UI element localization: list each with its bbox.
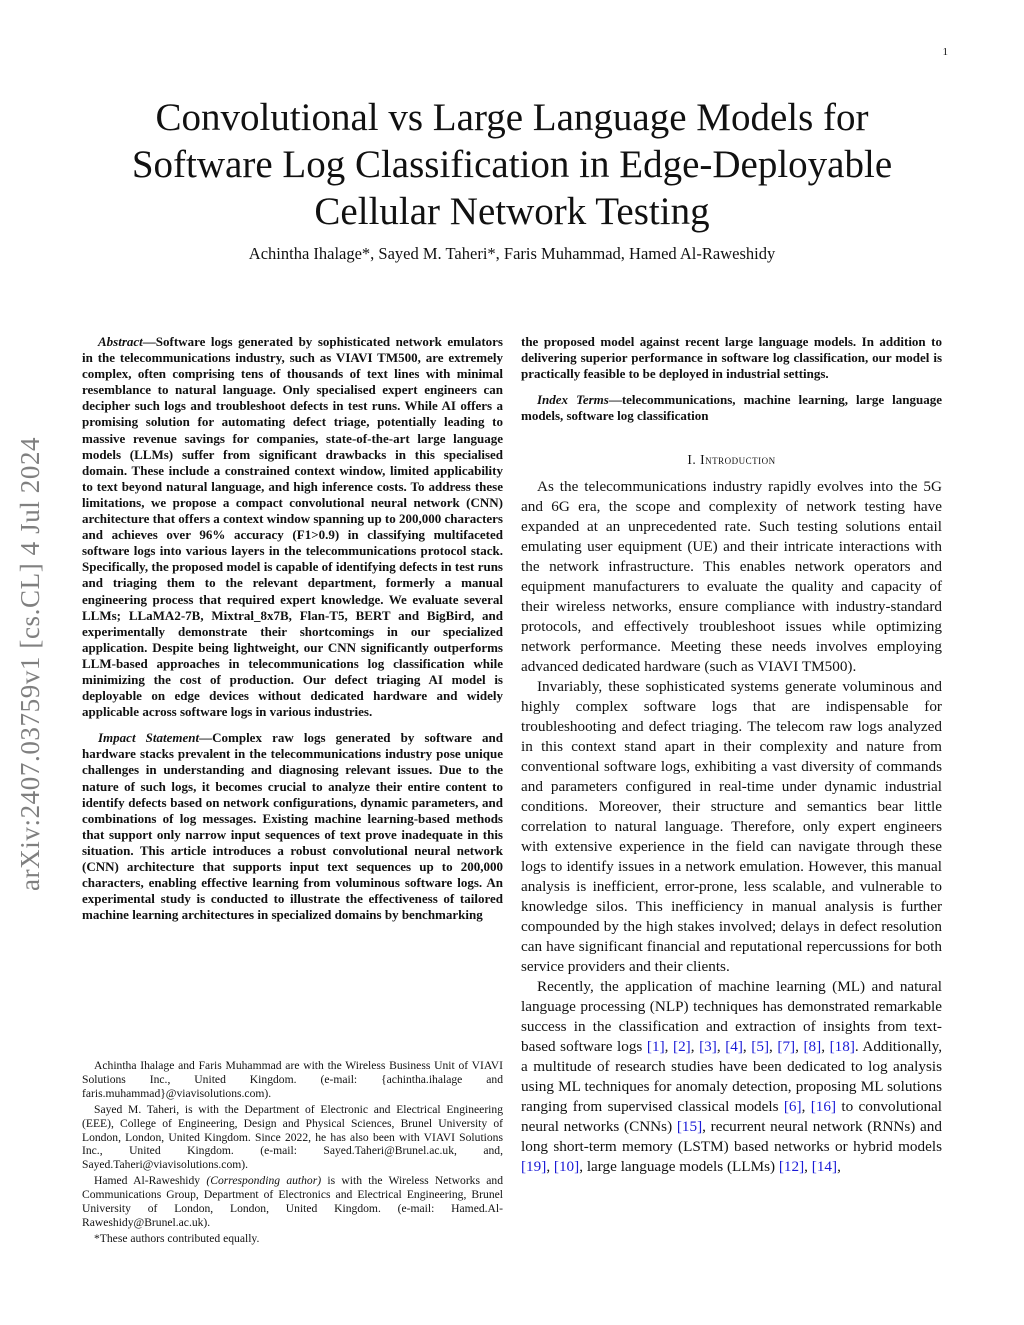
citation-link[interactable]: [2] [673,1037,691,1055]
impact-statement [82,730,503,923]
abstract-text: —Software logs generated by sophisticated network emulators in the telecommunications industry, such as VIAVI TM500, are extremely complex, often comprising tens of thousands of text lines with minimal resemblance to natural language. Only specialised expert engineers can decipher such logs and troubleshoot defects in test runs. While AI offers a promising solution for automating defect triage, potentially leading to massive revenue savings for companies, state-of-the-art large language models (LLMs) suffer from significant drawbacks in this specialised domain. These include a constrained context window, limited applicability to text beyond natural language, and high inference costs. To address these limitations, we propose a compact convolutional neural network (CNN) architecture that offers a context window spanning up to 200,000 characters and achieves over 96% accuracy (F1>0.9) in classifying multifaceted software logs into various layers in the telecommunications protocol stack. Specifically, the proposed model is capable of identifying defects in test runs and triaging them to the relevant department, formerly a manual engineering process that required expert knowledge. We evaluate several LLMs; LLaMA2-7B, Mixtral_8x7B, Flan-T5, BERT and BigBird, and experimentally demonstrate their shortcomings in our specialized application. Despite being lightweight, our CNN significantly outperforms LLM-based approaches in telecommunications log classification while minimizing the cost of production. Our defect triaging AI model is deployable on edge devices without dedicated hardware and widely applicable across software logs in various industries. [82,334,503,720]
footnote: *These authors contributed equally. [94,1231,260,1245]
citation-link[interactable]: [15] [676,1117,703,1135]
footnote: Sayed M. Taheri, is with the Department of Electronic and Electrical Engineering (EEE), College of Engineering, Design and Physical Sciences, Brunel University of London, London, United Kingdom. Since 2022, he has also been with VIAVI Solutions Inc., United Kingdom. (e-mail: Sayed.Taheri@Brunel.ac.uk, and, Sayed.Taheri@viavisolutions.com). [82,1102,503,1172]
citation-link[interactable]: [6] [783,1097,802,1115]
text-run: to convolutional neural networks (CNNs) [521,1097,943,1135]
text-run: , [821,1037,830,1055]
index-terms-text: —telecommunications, machine learning, large language models, software log classification [521,392,943,424]
footnote: Achintha Ihalage and Faris Muhammad are with the Wireless Business Unit of VIAVI Solutions Inc., United Kingdom. (e-mail: {achintha.ihalage and faris.muhammad}@viavisolutions.com). [82,1059,503,1100]
footnotes [82,1059,503,1248]
page-number: 1 [942,46,948,58]
title-line: Convolutional vs Large Language Models for [155,96,869,139]
abstract [82,334,503,720]
text-run: Recently, the application of machine learning (ML) and natural language processing (NLP) techniques has demonstrated remarkable success in the classification and extraction of insights from text-based software logs [521,977,942,1055]
citation-link[interactable]: [7] [777,1037,796,1055]
text-run: , [795,1037,804,1055]
index-terms-label: Index Terms [537,392,609,408]
author-list: Achintha Ihalage*, Sayed M. Taheri*, Faris Muhammad, Hamed Al-Raweshidy [248,244,776,263]
section-heading-introduction [521,452,942,468]
footnote-role: (Corresponding author) [206,1174,322,1188]
text-run: , [690,1037,700,1055]
text-run: , [546,1157,554,1175]
paper-title [80,94,944,235]
text-run: , [801,1097,811,1115]
text-run: , [804,1157,812,1175]
citation-link[interactable]: [14] [811,1157,838,1175]
title-line: Software Log Classification in Edge-Deployable [131,143,893,186]
arxiv-identifier: arXiv:2407.03759v1 [cs.CL] 4 Jul 2024 [15,436,45,892]
impact-statement-text: —Complex raw logs generated by software and hardware stacks prevalent in the telecommunications industry pose unique challenges in understanding and diagnosing relevant issues. Due to the nature of such logs, it becomes crucial to analyze their entire content to identify defects based on network configurations, dynamic parameters, and combinations of log messages. Existing machine learning-based methods that support only narrow input sequences of text prove inadequate in this situation. This article introduces a robust convolutional neural network (CNN) architecture that supports input text sequences up to 200,000 characters, enabling effective learning from voluminous software logs. An experimental study is conducted to illustrate the effectiveness of tailored machine learning architectures in specialized domains by benchmarking [82,730,503,923]
citation-link[interactable]: [3] [699,1037,717,1055]
text-run: , [664,1037,674,1055]
footnote-name: Hamed Al-Raweshidy [94,1174,207,1188]
text-run: , [769,1037,778,1055]
footnote-text: is with the Wireless Networks and Communications Group, Department of Electronics and Electrical Engineering, Brunel University of London, London, United Kingdom. (e-mail: Hamed.Al-Raweshidy@Brunel.ac.uk). [82,1174,504,1229]
paragraph: Invariably, these sophisticated systems generate voluminous and highly complex software logs that are indispensable for troubleshooting and defect triaging. The telecom raw logs analyzed in this context stand apart in their complexity and nature from conventional software logs, exhibiting a vast diversity of commands and parameters configured in real-time under dynamic industrial conditions. Moreover, their structure and semantics bear little correlation to natural language. Therefore, only expert engineers with extensive experience in the field can navigate through these logs to identify issues in a network emulation. However, this manual analysis is inefficient, error-prone, less scalable, and vulnerable to knowledge silos. This inefficiency in manual analysis is further compounded by the high stakes involved; delays in defect resolution can have significant financial and reputational repercussions for both service providers and their clients. [521,677,942,975]
text-run: . Additionally, a multitude of research studies have been dedicated to log analysis using ML techniques for anomaly detection, proposing ML solutions ranging from supervised classical models [521,1037,943,1115]
text-run: , [837,1157,841,1175]
citation-link[interactable]: [8] [803,1037,822,1055]
citation-link[interactable]: [19] [521,1157,547,1175]
citation-link[interactable]: [10] [553,1157,580,1175]
footnote [82,1174,503,1230]
paragraph: As the telecommunications industry rapidly evolves into the 5G and 6G era, the scope and complexity of network testing have expanded at an unprecedented rate. Such testing solutions entail emulating user equipment (UE) and their intricate interactions with the network infrastructure. This enables network operators and equipment manufacturers to evaluate the quality and capacity of their wireless networks, ensure compliance with industry-standard protocols, and effectively troubleshoot issues while optimizing network performance. Meeting these needs involves employing advanced dedicated hardware (such as VIAVI TM500). [521,477,942,675]
citation-link[interactable]: [12] [778,1157,805,1175]
section-title: Introduction [700,452,776,468]
text-run: , [742,1037,752,1055]
citation-link[interactable]: [5] [751,1037,770,1055]
impact-statement-continued: the proposed model against recent large language models. In addition to delivering superior performance in software log classification, our model is practically feasible to be deployed in industrial settings. [521,334,942,382]
text-run: , [716,1037,726,1055]
citation-link[interactable]: [1] [646,1037,665,1055]
section-number: I. [687,452,701,468]
text-run: , recurrent neural network (RNNs) and long short-term memory (LSTM) based networks or hybrid models [521,1117,942,1155]
citation-link[interactable]: [16] [810,1097,837,1115]
introduction-body [521,477,942,1177]
citation-link[interactable]: [18] [829,1037,855,1055]
paragraph [521,977,942,1177]
right-column [521,334,942,1177]
abstract-label: Abstract [98,334,143,349]
left-column [82,334,503,923]
title-line: Cellular Network Testing [314,190,710,233]
impact-statement-label: Impact Statement [98,730,200,746]
citation-link[interactable]: [4] [725,1037,743,1055]
index-terms [521,392,942,424]
text-run: , large language models (LLMs) [579,1157,779,1175]
